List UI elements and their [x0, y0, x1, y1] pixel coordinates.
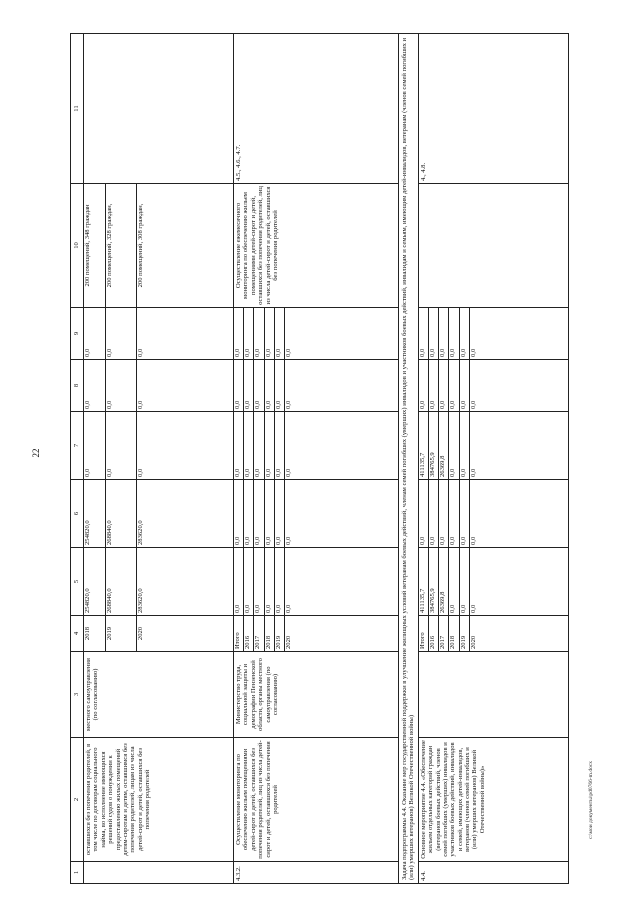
- table-row: [84, 34, 234, 884]
- year-value: 2019: [106, 616, 137, 651]
- year-value: 2018: [84, 616, 106, 651]
- value: 0,0: [429, 480, 439, 547]
- value: 0,0: [469, 348, 477, 357]
- value: 0,0: [254, 480, 264, 547]
- value: 0,0: [265, 548, 275, 615]
- indicator-value: 200 помещений, 308 граждан,: [137, 203, 144, 288]
- header-cell: 8: [71, 360, 84, 412]
- value: 0,0: [469, 400, 477, 409]
- cell-indicator: [418, 184, 568, 308]
- header-cell: 2: [71, 738, 84, 862]
- cell-num: 4.4.: [418, 862, 568, 884]
- program-table: [70, 33, 569, 884]
- cell-refs: 4.5., 4.6., 4.7.: [234, 34, 399, 184]
- cell-v5: [418, 548, 568, 616]
- value: 0,0: [429, 308, 439, 359]
- cell-name: оставшихся без попечения родителей, в том числе по договорам социального найма, во исполнение имеющихся решений судов о понуждении к предоставлению жилых помещений детям-сиротам и детям, оставшимся без попечения родителей, лицам из числа детей-сирот и детей, оставшихся без попечения родителей: [84, 738, 234, 862]
- cell-name: Основное мероприятие 4.4. «Обеспечение жильем отдельных категорий граждан (ветеранов боевых действий, членов семей погибших (умерших) инвалидов и участников боевых действий, инвалидов и семей, имеющих детей-инвалидов, ветеранов (членов семей погибших и (или) умерших ветеранов) Великой Отечественной войны)»: [418, 738, 568, 862]
- cell-v5: [84, 548, 234, 616]
- cell-num: [84, 862, 234, 884]
- table-row: [418, 34, 568, 884]
- value: 411135,7: [419, 412, 429, 479]
- value: 254820,0: [84, 548, 106, 615]
- cell-v5: [234, 548, 399, 616]
- cell-indicator: Осуществление ежемесячного мониторинга по обеспечению жильем помещениями детей-сирот и детей, оставшихся без попечения родителей, лиц из числа детей-сирот и детей, оставшихся без попечения родителей: [234, 184, 399, 308]
- header-cell: 10: [71, 184, 84, 308]
- cell-years: [418, 616, 568, 652]
- cell-num: 4.3.2.: [234, 862, 399, 884]
- year-value: Итого: [419, 616, 429, 651]
- year-value: 2016: [429, 616, 439, 651]
- task-row: [399, 34, 419, 884]
- header-cell: 1: [71, 862, 84, 884]
- value: 0,0: [244, 548, 254, 615]
- header-cell: 5: [71, 548, 84, 616]
- value: 0,0: [275, 308, 285, 359]
- footer-path: c:\мои документы\pd0766-m.docx: [588, 760, 594, 840]
- page-number: 22: [31, 448, 41, 458]
- value: 0,0: [84, 308, 106, 359]
- value: 0,0: [265, 480, 275, 547]
- cell-v8: [234, 360, 399, 412]
- header-cell: 3: [71, 652, 84, 738]
- value: 0,0: [469, 536, 477, 545]
- cell-executor: [418, 652, 568, 738]
- value: 0,0: [244, 480, 254, 547]
- value: 0,0: [234, 360, 244, 411]
- year-value: 2019: [275, 616, 285, 651]
- cell-v7: [418, 412, 568, 480]
- value: 0,0: [460, 548, 470, 615]
- value: 0,0: [275, 480, 285, 547]
- value: 283620,0: [137, 520, 144, 545]
- task-heading: Задача подпрограммы 4.4. Оказание мер государственной поддержки в улучшение жилищных условий ветеранам боевых действий, членам семей погибших (умерших) инвалидов и участников боевых действий, инвалидам и семьям, имеющим детей-инвалидов, ветеранам (членов семей погибших и (или) умерших ветеранов) Великой Отечественной войны): [399, 34, 419, 884]
- cell-years: [234, 616, 399, 652]
- indicator-value: 200 помещений, 348 граждан: [84, 184, 106, 307]
- value: 0,0: [234, 412, 244, 479]
- value: 268840,0: [106, 548, 137, 615]
- value: 0,0: [460, 360, 470, 411]
- value: 0,0: [419, 480, 429, 547]
- cell-v9: [84, 308, 234, 360]
- value: 0,0: [265, 412, 275, 479]
- year-value: 2020: [137, 626, 144, 641]
- value: 0,0: [106, 412, 137, 479]
- value: 26369,8: [439, 548, 449, 615]
- value: 0,0: [429, 360, 439, 411]
- year-value: 2017: [254, 616, 264, 651]
- value: 0,0: [275, 548, 285, 615]
- cell-name: Осуществление мониторинга по обеспечению жильем помещениями детей-сирот и детей, оставшихся без попечения родителей, лиц из числа детей-сирот и детей, оставшихся без попечения родителей: [234, 738, 399, 862]
- value: 254820,0: [84, 480, 106, 547]
- cell-v7: [234, 412, 399, 480]
- cell-v6: [84, 480, 234, 548]
- value: 0,0: [284, 536, 292, 545]
- value: 384765,9: [429, 548, 439, 615]
- value: 0,0: [469, 468, 477, 477]
- value: 0,0: [284, 468, 292, 477]
- value: 0,0: [419, 308, 429, 359]
- value: 0,0: [460, 480, 470, 547]
- header-cell: 4: [71, 616, 84, 652]
- value: 0,0: [84, 360, 106, 411]
- value: 0,0: [460, 308, 470, 359]
- cell-executor: Министерство труда, социальной защиты и демографии Пензенской области, органы местного самоуправления (по согласованию): [234, 652, 399, 738]
- year-value: Итого: [234, 616, 244, 651]
- value: 0,0: [460, 412, 470, 479]
- value: 0,0: [284, 604, 292, 613]
- rotated-table-container: [70, 34, 584, 884]
- value: 0,0: [234, 548, 244, 615]
- value: 0,0: [439, 480, 449, 547]
- header-cell: 7: [71, 412, 84, 480]
- cell-refs: [84, 34, 234, 184]
- header-cell: 11: [71, 34, 84, 184]
- value: 0,0: [469, 604, 477, 613]
- value: 0,0: [449, 360, 459, 411]
- year-value: 2016: [244, 616, 254, 651]
- value: 0,0: [244, 360, 254, 411]
- year-value: 2018: [449, 616, 459, 651]
- value: 0,0: [449, 308, 459, 359]
- value: 0,0: [265, 360, 275, 411]
- value: 0,0: [439, 308, 449, 359]
- value: 0,0: [137, 468, 144, 477]
- value: 0,0: [254, 548, 264, 615]
- value: 268840,0: [106, 480, 137, 547]
- value: 0,0: [137, 348, 144, 357]
- header-row: [71, 34, 84, 884]
- value: 0,0: [234, 308, 244, 359]
- value: 0,0: [284, 348, 292, 357]
- table-row: [234, 34, 399, 884]
- value: 0,0: [106, 308, 137, 359]
- value: 0,0: [244, 412, 254, 479]
- value: 0,0: [84, 412, 106, 479]
- value: 0,0: [275, 360, 285, 411]
- year-value: 2018: [265, 616, 275, 651]
- cell-years: [84, 616, 234, 652]
- cell-v8: [84, 360, 234, 412]
- cell-v7: [84, 412, 234, 480]
- value: 0,0: [244, 308, 254, 359]
- year-value: 2020: [469, 635, 477, 649]
- value: 26369,8: [439, 412, 449, 479]
- value: 0,0: [284, 400, 292, 409]
- header-cell: 6: [71, 480, 84, 548]
- header-cell: 9: [71, 308, 84, 360]
- value: 0,0: [254, 360, 264, 411]
- value: 0,0: [265, 308, 275, 359]
- value: 0,0: [419, 360, 429, 411]
- year-value: 2017: [439, 616, 449, 651]
- value: 0,0: [234, 480, 244, 547]
- value: 0,0: [106, 360, 137, 411]
- indicator-value: 200 помещений, 328 граждан,: [106, 184, 137, 307]
- value: 0,0: [449, 480, 459, 547]
- value: 0,0: [254, 412, 264, 479]
- value: 411135,7: [419, 548, 429, 615]
- value: 0,0: [449, 548, 459, 615]
- value: 0,0: [275, 412, 285, 479]
- year-value: 2020: [284, 635, 292, 649]
- year-value: 2019: [460, 616, 470, 651]
- cell-executor: местного самоуправления (по согласованию): [84, 652, 234, 738]
- cell-v9: [418, 308, 568, 360]
- value: 384765,9: [429, 412, 439, 479]
- cell-refs: 4., 4.8.: [418, 34, 568, 184]
- value: 0,0: [449, 412, 459, 479]
- cell-v6: [418, 480, 568, 548]
- value: 0,0: [254, 308, 264, 359]
- cell-v8: [418, 360, 568, 412]
- value: 0,0: [137, 400, 144, 409]
- value: 283620,0: [137, 588, 144, 613]
- cell-v6: [234, 480, 399, 548]
- value: 0,0: [439, 360, 449, 411]
- cell-indicator: [84, 184, 234, 308]
- cell-v9: [234, 308, 399, 360]
